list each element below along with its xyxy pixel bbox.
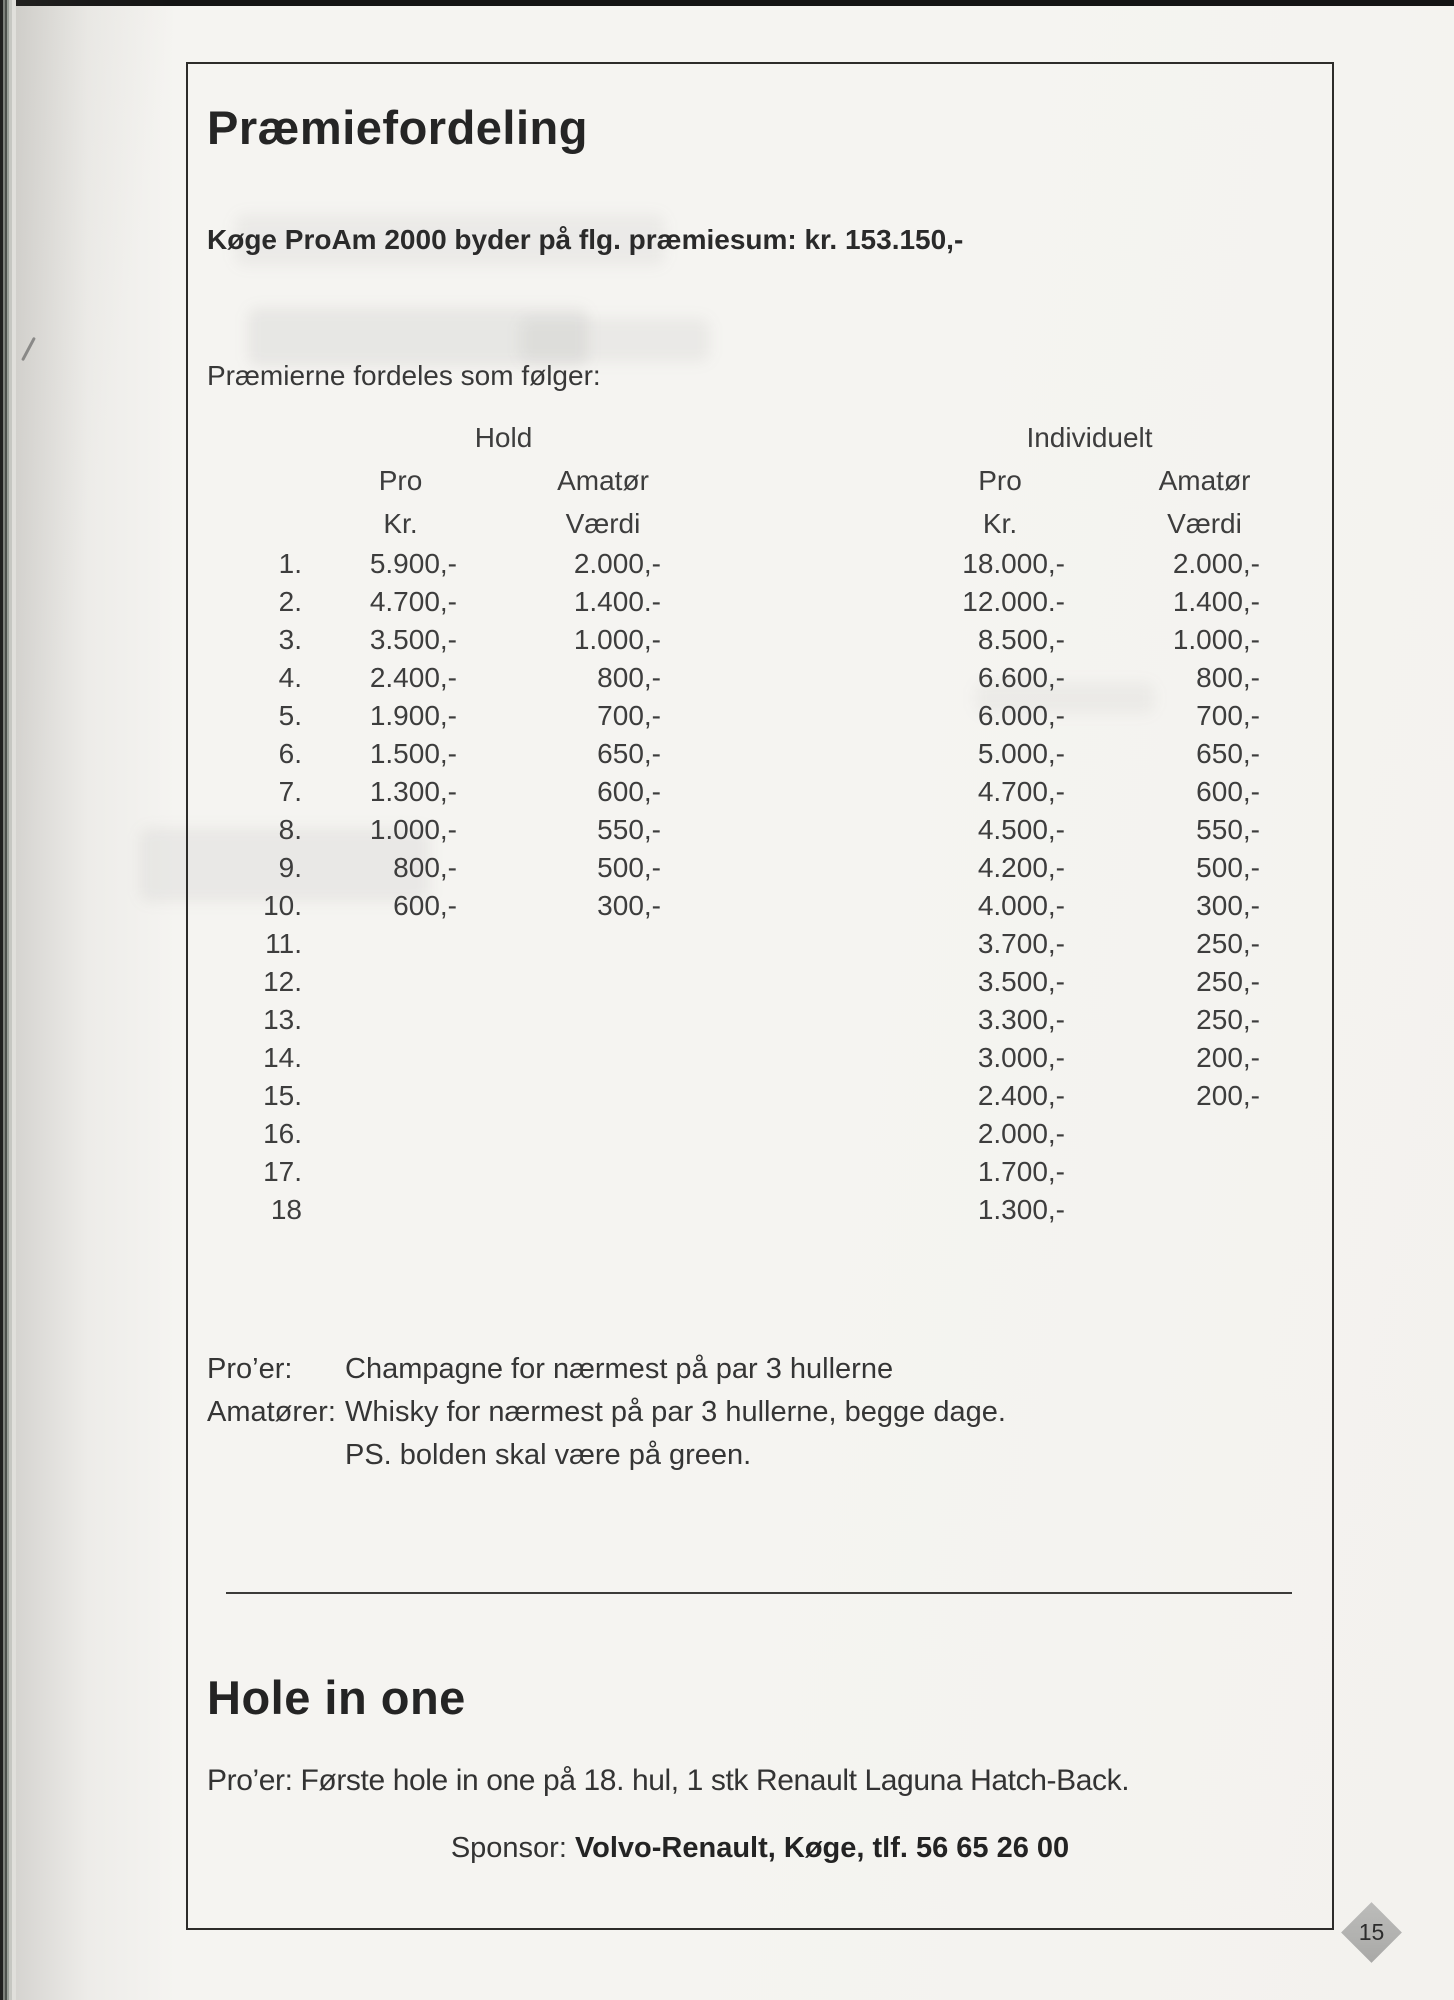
hold-amateur-cell: 500,- — [597, 852, 661, 883]
hold-amateur-cell: 600,- — [597, 776, 661, 807]
ind-pro-cell: 6.600,- — [977, 662, 1065, 693]
rank-cell: 18 — [270, 1194, 302, 1225]
col-header-hold-pro — [302, 459, 457, 502]
scan-edge-strip — [0, 0, 1454, 6]
intro-text: Præmierne fordeles som følger: — [207, 360, 601, 391]
hold-amateur-cell — [457, 1153, 661, 1191]
prize-row — [207, 545, 1260, 583]
note-label: Pro’er: — [207, 1353, 293, 1385]
ind-amateur-cell: 600,- — [1196, 776, 1260, 807]
ind-pro-cell: 4.200,- — [977, 852, 1065, 883]
prize-row — [207, 583, 1260, 621]
note-label: Amatører: — [207, 1396, 336, 1428]
sponsor-line — [188, 1832, 1332, 1865]
ind-pro-cell: 4.500,- — [977, 814, 1065, 845]
empty-cell — [207, 416, 302, 459]
hold-pro-cell — [302, 1039, 457, 1077]
hole-in-one-heading: Hole in one — [207, 1671, 466, 1724]
ind-amateur-cell: 250,- — [1196, 966, 1260, 997]
empty-cell — [207, 502, 302, 545]
col-header-hold-amateur — [457, 459, 661, 502]
rank-cell: 8. — [278, 814, 302, 845]
notes-section — [207, 1348, 1006, 1477]
group-header-row — [207, 416, 1260, 459]
prize-row — [207, 1077, 1260, 1115]
section-divider — [226, 1592, 1292, 1594]
note-label — [207, 1434, 345, 1477]
page-number-badge — [1341, 1902, 1402, 1963]
rank-cell: 14. — [263, 1042, 302, 1073]
prize-row — [207, 1115, 1260, 1153]
ind-pro-cell: 2.400,- — [977, 1080, 1065, 1111]
hold-amateur-cell — [457, 1001, 661, 1039]
prize-row — [207, 811, 1260, 849]
prize-row — [207, 697, 1260, 735]
hold-pro-cell — [302, 1115, 457, 1153]
prize-row — [207, 925, 1260, 963]
ind-amateur-cell: 1.000,- — [1172, 624, 1260, 655]
ind-pro-cell: 8.500,- — [977, 624, 1065, 655]
hold-amateur-cell — [457, 1115, 661, 1153]
hold-pro-cell: 1.300,- — [369, 776, 457, 807]
ind-pro-cell: 3.000,- — [977, 1042, 1065, 1073]
ind-pro-cell: 12.000.- — [962, 586, 1065, 617]
hold-amateur-cell: 1.400.- — [573, 586, 661, 617]
group-header-hold — [302, 416, 661, 459]
hold-pro-cell: 1.900,- — [369, 700, 457, 731]
prize-row — [207, 621, 1260, 659]
ind-amateur-cell — [1065, 1115, 1260, 1153]
hold-amateur-cell: 300,- — [597, 890, 661, 921]
ind-amateur-cell: 2.000,- — [1172, 548, 1260, 579]
ind-pro-cell: 2.000,- — [977, 1118, 1065, 1149]
rank-cell: 7. — [278, 776, 302, 807]
unit-header-row — [207, 502, 1260, 545]
hold-pro-cell — [302, 1191, 457, 1229]
note-text: PS. bolden skal være på green. — [345, 1439, 752, 1471]
prize-sum-subtitle: Køge ProAm 2000 byder på flg. præmiesum: kr. 153.150,- — [207, 224, 964, 255]
ind-amateur-cell: 300,- — [1196, 890, 1260, 921]
ind-pro-cell: 5.000,- — [977, 738, 1065, 769]
rank-cell: 16. — [263, 1118, 302, 1149]
hold-amateur-cell — [457, 1191, 661, 1229]
col-header-ind-pro — [661, 459, 1065, 502]
prize-row — [207, 773, 1260, 811]
hold-pro-cell: 1.500,- — [369, 738, 457, 769]
ind-amateur-cell — [1065, 1191, 1260, 1229]
group-header-hold-label: Hold — [474, 421, 533, 453]
note-row — [207, 1434, 1006, 1477]
hold-amateur-cell: 800,- — [597, 662, 661, 693]
rank-cell: 1. — [278, 548, 302, 579]
hold-pro-cell — [302, 963, 457, 1001]
ind-amateur-cell: 250,- — [1196, 1004, 1260, 1035]
ind-pro-cell: 1.300,- — [977, 1194, 1065, 1225]
prize-distribution-table — [207, 416, 1260, 1229]
col-header-ind-amateur — [1065, 459, 1260, 502]
book-binding-edge — [0, 0, 16, 2000]
prize-row — [207, 735, 1260, 773]
hold-amateur-cell: 1.000,- — [573, 624, 661, 655]
group-header-individuelt — [661, 416, 1260, 459]
hold-pro-cell: 1.000,- — [369, 814, 457, 845]
hold-amateur-cell: 550,- — [597, 814, 661, 845]
ind-amateur-cell: 550,- — [1196, 814, 1260, 845]
note-text: Whisky for nærmest på par 3 hullerne, begge dage. — [345, 1396, 1006, 1428]
ind-amateur-cell: 650,- — [1196, 738, 1260, 769]
rank-cell: 3. — [278, 624, 302, 655]
unit-header-label: Kr. — [383, 507, 418, 539]
hold-pro-cell — [302, 1077, 457, 1115]
empty-cell — [207, 459, 302, 502]
group-header-individuelt-label: Individuelt — [1026, 421, 1153, 453]
hold-pro-cell: 800,- — [393, 852, 457, 883]
hold-pro-cell — [302, 925, 457, 963]
hold-amateur-cell: 2.000,- — [573, 548, 661, 579]
hold-amateur-cell — [457, 1039, 661, 1077]
ind-pro-cell: 18.000,- — [962, 548, 1065, 579]
hold-pro-cell: 600,- — [393, 890, 457, 921]
prize-row — [207, 849, 1260, 887]
rank-cell: 2. — [278, 586, 302, 617]
rank-cell: 9. — [278, 852, 302, 883]
rank-cell: 12. — [263, 966, 302, 997]
prize-row — [207, 1191, 1260, 1229]
hold-amateur-cell: 700,- — [597, 700, 661, 731]
ind-pro-cell: 1.700,- — [977, 1156, 1065, 1187]
unit-header-label: Kr. — [982, 507, 1018, 539]
ind-pro-cell: 4.000,- — [977, 890, 1065, 921]
rank-cell: 11. — [265, 928, 302, 959]
hold-pro-cell: 2.400,- — [369, 662, 457, 693]
rank-cell: 10. — [263, 890, 302, 921]
hold-amateur-cell: 650,- — [597, 738, 661, 769]
hold-pro-cell: 4.700,- — [369, 586, 457, 617]
rank-cell: 4. — [278, 662, 302, 693]
prize-row — [207, 963, 1260, 1001]
prize-row — [207, 659, 1260, 697]
col-header-label: Pro — [978, 464, 1022, 496]
ind-pro-cell: 3.500,- — [977, 966, 1065, 997]
page-title: Præmiefordeling — [207, 101, 588, 154]
prize-row — [207, 1001, 1260, 1039]
page-number: 15 — [1358, 1919, 1385, 1945]
unit-header-hold-kr — [302, 502, 457, 545]
content-frame — [186, 62, 1334, 1930]
ind-pro-cell: 3.300,- — [977, 1004, 1065, 1035]
unit-header-label: Værdi — [1167, 507, 1242, 539]
unit-header-ind-kr — [661, 502, 1065, 545]
hold-pro-cell: 5.900,- — [369, 548, 457, 579]
page-gutter-shadow — [16, 0, 176, 2000]
ind-amateur-cell: 1.400,- — [1172, 586, 1260, 617]
note-text: Champagne for nærmest på par 3 hullerne — [345, 1353, 894, 1385]
col-header-label: Amatør — [1158, 464, 1251, 496]
sponsor-value: Volvo-Renault, Køge, tlf. 56 65 26 00 — [574, 1832, 1070, 1864]
ind-amateur-cell — [1065, 1153, 1260, 1191]
ind-amateur-cell: 250,- — [1196, 928, 1260, 959]
unit-header-hold-vaerdi — [457, 502, 661, 545]
prize-row — [207, 1039, 1260, 1077]
prize-row — [207, 887, 1260, 925]
ind-pro-cell: 4.700,- — [977, 776, 1065, 807]
hold-pro-cell — [302, 1153, 457, 1191]
unit-header-ind-vaerdi — [1065, 502, 1260, 545]
ind-pro-cell: 6.000,- — [977, 700, 1065, 731]
ind-amateur-cell: 700,- — [1196, 700, 1260, 731]
rank-cell: 5. — [278, 700, 302, 731]
col-header-label: Pro — [378, 464, 423, 496]
ind-amateur-cell: 200,- — [1196, 1042, 1260, 1073]
rank-cell: 13. — [263, 1004, 302, 1035]
note-row — [207, 1348, 1006, 1391]
ind-amateur-cell: 500,- — [1196, 852, 1260, 883]
column-header-row — [207, 459, 1260, 502]
ind-pro-cell: 3.700,- — [977, 928, 1065, 959]
sponsor-label: Sponsor: — [450, 1832, 567, 1864]
hold-amateur-cell — [457, 925, 661, 963]
hold-amateur-cell — [457, 1077, 661, 1115]
hold-pro-cell — [302, 1001, 457, 1039]
rank-cell: 17. — [263, 1156, 302, 1187]
note-row — [207, 1391, 1006, 1434]
ind-amateur-cell: 800,- — [1196, 662, 1260, 693]
hole-in-one-text: Pro’er: Første hole in one på 18. hul, 1 stk Renault Laguna Hatch-Back. — [207, 1764, 1130, 1797]
rank-cell: 6. — [278, 738, 302, 769]
unit-header-label: Værdi — [565, 507, 641, 539]
rank-cell: 15. — [263, 1080, 302, 1111]
col-header-label: Amatør — [557, 464, 649, 496]
hold-amateur-cell — [457, 963, 661, 1001]
ind-amateur-cell: 200,- — [1196, 1080, 1260, 1111]
prize-row — [207, 1153, 1260, 1191]
hold-pro-cell: 3.500,- — [369, 624, 457, 655]
